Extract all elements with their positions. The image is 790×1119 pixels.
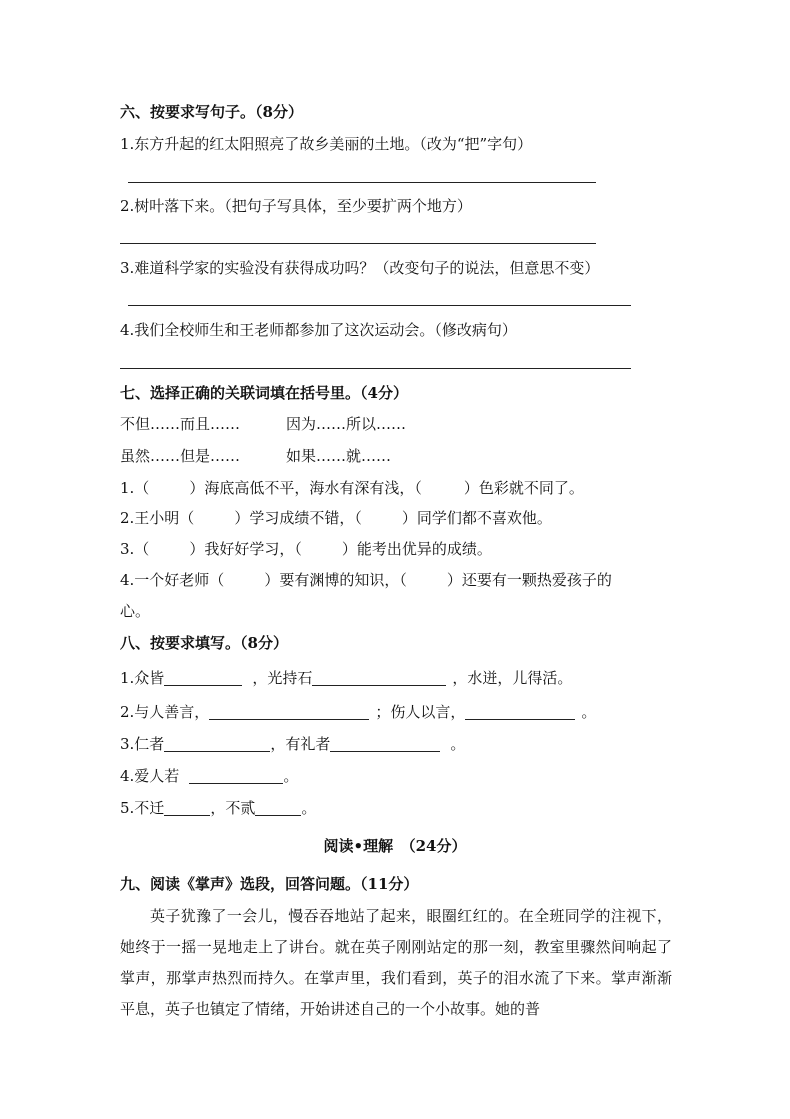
s8-question-4: 4.爱人若 。 (120, 767, 299, 785)
fill-blank[interactable] (255, 799, 301, 816)
s6-question-4: 4.我们全校师生和王老师都参加了这次运动会。（修改病句） (120, 321, 517, 339)
option-yinwei-suoyi: 因为……所以…… (286, 415, 407, 433)
conjunction-options-row-2 (120, 446, 391, 466)
s7-question-3: 3.（ ）我好好学习，（ ）能考出优异的成绩。 (120, 540, 492, 558)
s6-question-3: 3.难道科学家的实验没有获得成功吗？（改变句子的说法，但意思不变） (120, 259, 600, 277)
option-budan-erqie: 不但……而且…… (120, 415, 241, 433)
s8-question-5: 5.不迁 ，不贰 。 (120, 799, 317, 817)
option-suiran-danshi: 虽然……但是…… (120, 447, 241, 465)
answer-line-2[interactable] (120, 243, 596, 244)
section-9-heading: 九、阅读《掌声》选段，回答问题。（11分） (120, 875, 419, 893)
s6-question-1: 1.东方升起的红太阳照亮了故乡美丽的土地。（改为“把”字句） (120, 135, 533, 153)
section-8-heading: 八、按要求填写。（8分） (120, 634, 288, 652)
fill-blank[interactable] (330, 735, 440, 752)
s7-question-4: 4.一个好老师（ ）要有渊博的知识，（ ）还要有一颗热爱孩子的 (120, 571, 612, 589)
answer-line-1[interactable] (128, 182, 596, 183)
fill-blank[interactable] (164, 735, 270, 752)
fill-blank[interactable] (164, 799, 210, 816)
answer-line-4[interactable] (120, 368, 631, 369)
s6-question-2: 2.树叶落下来。（把句子写具体，至少要扩两个地方） (120, 197, 472, 215)
reading-passage: 英子犹豫了一会儿，慢吞吞地站了起来，眼圈红红的。在全班同学的注视下，她终于一摇一晃地走上了讲台。就在英子刚刚站定的那一刻，教室里骤然间响起了掌声，那掌声热烈而持久。在掌声里，我们看到，英子的泪水流了下来。掌声渐渐平息，英子也镇定了情绪，开始讲述自己的一个小故事。她的普 (120, 907, 672, 1018)
s7-question-1: 1.（ ）海底高低不平，海水有深有浅，（ ）色彩就不同了。 (120, 479, 584, 497)
answer-line-3[interactable] (128, 305, 631, 306)
s7-question-2: 2.王小明（ ）学习成绩不错，（ ）同学们都不喜欢他。 (120, 509, 552, 527)
option-ruguo-jiu: 如果……就…… (286, 447, 392, 465)
s8-question-3: 3.仁者 ，有礼者 。 (120, 735, 466, 753)
fill-blank[interactable] (209, 703, 369, 720)
section-6-heading: 六、按要求写句子。（8分） (120, 103, 303, 121)
fill-blank[interactable] (465, 703, 575, 720)
fill-blank[interactable] (164, 669, 242, 686)
s8-question-2: 2.与人善言， ；伤人以言， 。 (120, 703, 597, 721)
section-7-heading: 七、选择正确的关联词填在括号里。（4分） (120, 384, 408, 402)
conjunction-options-row-1 (120, 414, 406, 434)
fill-blank[interactable] (189, 767, 283, 784)
s8-question-1: 1.众皆 ，光持石 ，水迸，儿得活。 (120, 669, 573, 687)
reading-section-title: 阅读•理解 （24分） (323, 837, 467, 855)
fill-blank[interactable] (312, 669, 446, 686)
s7-question-4-continued: 心。 (120, 602, 151, 620)
